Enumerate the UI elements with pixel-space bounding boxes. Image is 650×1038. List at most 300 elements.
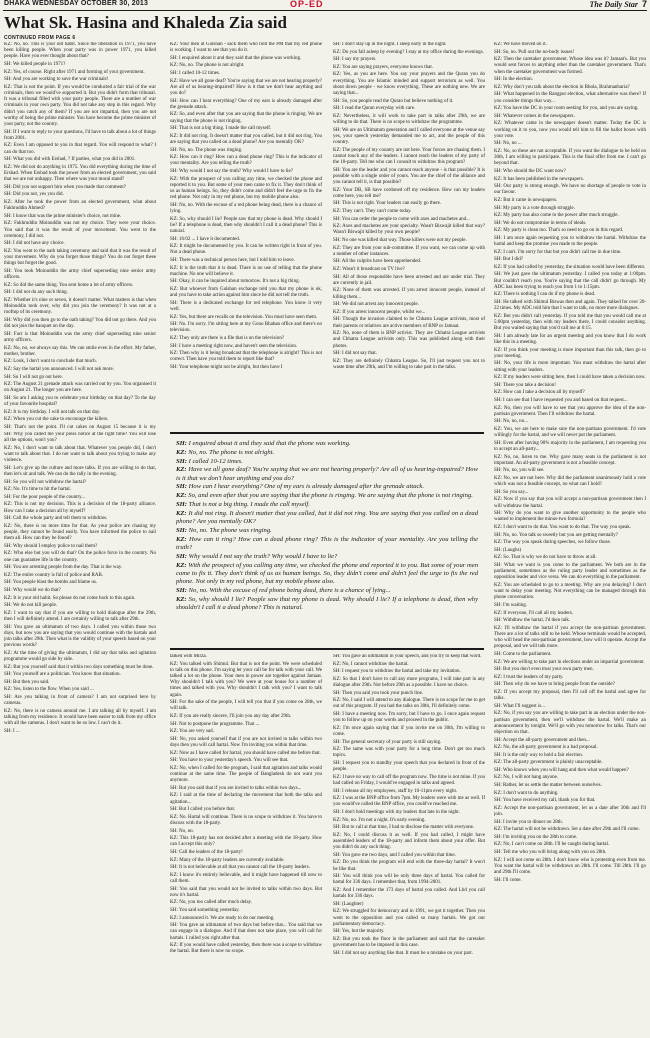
paragraph: SH: I invite you to dinner on 28th. xyxy=(494,819,563,825)
paragraph: KZ: But you took the floor in the parliament and said that the caretaker government has to be imposed in this case. xyxy=(333,936,485,949)
quote-text: With the prospect of you calling any time, we checked the phone and reported it to you. But some of your men came to fix it. They don't think of us as human beings. So, they didn't come and didn't feel the urge to fix the red phone. Not only in my red phone, but my mobile phone also. xyxy=(176,561,478,586)
paragraph: SH: Who knows when you will hang and then what would happen? xyxy=(494,767,629,773)
paragraph: SH: There you take a decision! xyxy=(494,382,556,388)
speaker-label: KZ: xyxy=(176,466,189,474)
paragraph: SH: Your telephone might not be alright, but then have I xyxy=(170,364,283,370)
paragraph: SH: Then why do we have to bring people from the outside? xyxy=(494,682,615,688)
paragraph: KZ: Your men at Gulshan - sack them who told the PM that my red phone is working. I want to see that you do it. xyxy=(170,42,322,54)
paragraph: KZ: Yes, listen to the flow. When you said ... xyxy=(4,687,94,693)
paragraph: SH: All of those responsible have been arrested and are under trial. They are currently in jail. xyxy=(333,274,485,286)
paragraph: SH: What happened in the Rangpur election, what alternative was there? If you consider things that way... xyxy=(494,92,646,104)
paragraph: KZ: But it came in newspapers. xyxy=(494,197,558,203)
paragraph: SH: I request you to withdraw the hartal and take my invitation. xyxy=(333,669,461,675)
paragraph: KZ: That is not the point. If you would be conducted a fair trial of the war criminals, then we would've supported it. But you didn't form that tribunal. It was a tribunal filled with your party people. There are a number of war criminals in your own party. You did not take any step in this regard. Why didn't you catch any of them? If you are not impartial, then you are not worthy of being the prime minister. You have become the prime minister of your party, not the country. xyxy=(4,84,156,127)
paragraph: KZ: You, we are here to make sure the non-partisan government. I'd vote willingly for the hartal, and we will never put the parliament. xyxy=(494,427,646,439)
speaker-label: SH: xyxy=(176,587,189,595)
paragraph: SH: What you did with Ershad, ? If parties, what you did in 2001. xyxy=(4,157,136,163)
paragraph: KZ: Yes, as you are here. You say your prayers and the Quran you do everything. You are Islamic minded and support terrorism as well. You shout down people - we know everything. These are nothing new. We are saying that... xyxy=(333,72,485,96)
paragraph: SH: I did not say that. xyxy=(333,351,377,357)
paragraph: SH: Come to the parliament. xyxy=(494,651,552,657)
paragraph: KZ: Yes, but there are recalls on the television. You must have seen them. xyxy=(170,314,318,320)
paragraph: SH: No, no ... xyxy=(494,141,522,147)
paragraph: KZ: The way you speak during speeches, we follow those. xyxy=(494,540,611,546)
speaker-label: SH: xyxy=(176,440,189,447)
paragraph: KZ: No, I could discuss it as well. If you had called, I might have assembled leaders of the 18-party and inform them about your offer. But you didn't do any such thing. xyxy=(333,832,485,851)
paragraph: SH: I'm waiting. xyxy=(494,602,527,608)
paragraph: KZ: When you cut the cake to encourage the killers. xyxy=(4,417,109,423)
paragraph: SH: I don't stay up in the night. I sleep early in the night. xyxy=(333,42,447,47)
paragraph: KZ: But you didn't call yesterday. If you told me that you would call me at 5:00pm yesterday, then with my leaders there, I could consider anything. But you waited saying that you'd call me at 6:15. xyxy=(494,313,646,332)
paragraph: SH: There is a dedicated exchange for red telephone. You know it very well. xyxy=(170,300,322,312)
paragraph: SH: But then you said. xyxy=(4,679,50,685)
paragraph: KZ: Fakhruddin Moinuddin was not my choice. They were your choice. You said that it was the result of your movement. You went to the ceremony, I did not. xyxy=(4,221,156,239)
pull-quote-line xyxy=(176,440,478,448)
paragraph: KZ: So, and even after that you are saying that the phone is ringing. We are saying that the phone is not ringing. xyxy=(170,112,322,124)
paragraph: SH: Who should the DC want now? xyxy=(494,168,566,174)
speaker-label: SH: xyxy=(176,457,189,465)
pull-quote-line xyxy=(176,553,478,561)
paragraph: KZ: No, no. I'm not a night. It's early evening. xyxy=(333,817,426,823)
quote-text: That is not a big thing. I made the call myself. xyxy=(188,501,310,509)
paragraph: KZ: Axes and machetes are your specialty. Wasn't Biswajit killed that way? Wasn't Biswajit killed by your own people? xyxy=(333,224,485,236)
paragraph: SH: I'm inviting you on the 28th to come. xyxy=(494,834,578,840)
paragraph: SH: Why would I not say the truth? Why would I have to lie? xyxy=(170,168,293,174)
paragraph: KZ: But whoever from Gulshan exchange told you that my phone is ok, and you have to take action against him since he did not tell the truth. xyxy=(170,286,322,299)
paragraph: SH: That is not a big thing. I made the call myself. xyxy=(170,126,272,132)
paragraph: SH: Did you not support him when you made that comment? xyxy=(4,184,126,190)
paragraph: SH: I read the Quran everyday with care. xyxy=(333,106,416,112)
paragraph: SH: Fact is that Moinuddin was the army chief superseding nine senior army officers. xyxy=(4,331,156,343)
paragraph: SH: Call the leaders of the 18-party! xyxy=(170,849,243,855)
paragraph: KZ: They are definitely Chhatra League. So, I'll just request you not to waste time after 29th, and I'm willing to take part in the talks. xyxy=(333,358,485,370)
paragraph: KZ: It might be documented by you. It can be written right in front of you. Not a dead phone. xyxy=(170,244,322,256)
speaker-label: SH: xyxy=(176,526,189,534)
paragraph: SH: I have a meeting right now, and haven't seen the television. xyxy=(170,343,298,349)
paragraph: KZ: Whether it's nine or seven, it doesn't matter. What matters is that when Moinuddin took over, why did you join the ceremony? It was not at a rooftop of its ceremony. xyxy=(4,297,156,316)
paragraph: SH: I did not do any such thing. xyxy=(4,290,68,296)
paragraph: SH: We did not arrest any innocent people. xyxy=(333,302,419,308)
paragraph: KZ: Nevertheless, it will work to take part in talks after 29th, we are willing to do that. There is no scope to withdraw the programme. xyxy=(333,113,485,125)
paragraph: SH: So am I asking you to celebrate your birthday on that day? To the day of your favourite hospital? xyxy=(4,395,156,408)
paragraph: SH: My party is a vote through struggle. xyxy=(494,205,575,211)
paragraph: KZ: No. Hartal will continue. There is no scope to withdraw it. You have to discuss with the 18-party. xyxy=(170,814,322,826)
paragraph: SH: I can see that I have requested you and based on that request... xyxy=(494,398,628,404)
paragraph: KZ: No, so these are not acceptable. If you want the dialogue to be held on 30th, I am willing to participate. This is the final offer from me. I can't go beyond that. xyxy=(494,148,646,167)
headline: What Sk. Hasina and Khaleda Zia said xyxy=(4,13,287,32)
paragraph: KZ: The hartal will not be withdrawn. Set a date after 29th and I'll come. xyxy=(494,827,640,833)
speaker-label: KZ: xyxy=(176,492,189,500)
paragraph: KZ: No, no, listen to me. Why gave many seats in the parliament is not important. An all-party government is not a feasible concept. xyxy=(494,454,646,466)
paragraph: KZ: Now as I have called for hartal, you should have called me before that. xyxy=(170,750,321,756)
paragraph: SH: But you said that if you are invited to talks within two days... xyxy=(170,785,302,791)
quote-text: So, and even after that you are saying that the phone is ringing. We are saying that the phone is not ringing. xyxy=(188,492,473,500)
paragraph: KZ: If you arrest innocent people, whilst we... xyxy=(333,309,426,315)
paragraph: KZ: You talked with Shimul. But that is not the point. We were scheduled to talk on this phone. I'm saying let your call be for talk with your call. We talked a lot on the phone. Your men in power are together against Jamaat. Why shouldn't I talk with you? We were at your house for a number of times and talked with you. Why shouldn't I talk with you? I want to talk again. xyxy=(170,661,322,698)
paragraph: KZ: Even I am opposed to you in that regard. You will respond to what? I can do that too. xyxy=(4,143,156,155)
quote-text: How can it ring? How can a dead phone ring? This is the indicator of your mentality. Are you telling the truth? xyxy=(176,535,479,552)
paragraph: SH: I have a meeting now. I'm sorry, but I have to go. I once again request you to follow up on your words and proceed in the public. xyxy=(333,711,485,724)
paragraph: SH: The general secretary of your party is still saying. xyxy=(333,739,442,745)
article-column-1 xyxy=(4,42,156,430)
paragraph: KZ: Whatever came in the newspaper doesn't matter. Today the DC is working on it to you, now you would tell him to fill the ballot boxes with your vote. xyxy=(494,121,646,139)
paragraph: KZ: How can it ring? How can a dead phone ring? This is the indicator of your mentality. Are you telling the truth? xyxy=(170,155,322,167)
paragraph: KZ: I trust the leaders of my party. xyxy=(494,674,564,680)
paragraph: KZ: My party is clean too. That's so need to go on in this regard. xyxy=(494,228,624,234)
paragraph: SH: We are an Ultimatum generation and I called everyone at the venue say yes, your speech yesterday demanded me to act, and the people of this country. xyxy=(333,127,485,145)
paragraph: SH: Though the invasion claimed to be Chhatra League activists, most of their parents or relatives are active members of BNP or Jamaat. xyxy=(333,317,485,329)
dateline: DHAKA WEDNESDAY OCTOBER 30, 2013 xyxy=(4,0,149,7)
paragraph: KZ: It is the truth that it is dead. There is no use of telling that the phone machine. No one will believe it. xyxy=(170,265,322,277)
paragraph: SH: For the poor people of the country... xyxy=(4,494,86,500)
paragraph: SH: You can order the people to come with axes and machetes and... xyxy=(333,216,470,222)
paragraph: SH: You gave an ultimatum of two days. I called you within those two days, but now you are saying that you would continue with the hartals and join talks after 29th. Then what is the validity of your speech based on your previous words? xyxy=(4,624,156,649)
paragraph: KZ: I'm once again saying that if you invite me on 30th, I'm willing to come. xyxy=(333,725,485,737)
paragraph: SH: Tell me who you will bring along with you on 28th. xyxy=(494,850,607,856)
pull-quote-line xyxy=(176,510,478,527)
paragraph: KZ: You went to the oath taking ceremony and said that it was the result of your movement. Why do you forget those things? You do not forget these things but forget the good. xyxy=(4,248,156,267)
paragraph: KZ: After he took the power from an elected government, what about Fakhruddin Ahmed? xyxy=(4,199,156,212)
paragraph: KZ: You are scheduled to go to a meeting. Why are you delaying? I don't want to delay your meeting. Not everything can be managed through this phone conversation. xyxy=(494,582,646,601)
pull-quote-line xyxy=(176,587,478,595)
paragraph: KZ: No, no. This is your old habit. Since the liberation in 1971, you have been killing people. When your party was in power 1971, you killed people. Have you ever thought about that? xyxy=(4,42,156,60)
paragraph: SH: You have to your yesterday's speech. You will see that. xyxy=(170,758,289,764)
paragraph: SH: No. I'm sorry. I'm sitting here at my Gono Bhaban office and there's no television. xyxy=(170,322,322,334)
newspaper-logo: The Daily Star xyxy=(589,0,638,9)
article-column-1-continued xyxy=(4,432,156,1032)
paragraph: SH: It is not believable at all that you cannot call the 18-party leaders. xyxy=(170,865,310,871)
paragraph: SH: Call the whole party and tell them to withdraw. xyxy=(4,516,108,522)
paragraph: SH: That's not the point. I'll cut cakes on August 15 because it is my xyxy=(4,424,156,430)
paragraph: KZ: If you had called by yesterday, the situation would have been different. xyxy=(494,264,646,270)
paragraph: SH: But I called you before that. xyxy=(170,807,236,813)
speaker-label: SH: xyxy=(176,483,189,491)
paragraph: KZ: I announced it. We are ready to do our meeting. xyxy=(170,915,275,921)
paragraph: SH: You are arresting people from the day. That is the way. xyxy=(4,565,123,571)
paragraph: KZ: They can't. They can't come today. xyxy=(333,208,412,214)
article-column-2-bottom xyxy=(170,654,322,1032)
paragraph: SH: Okay, it can be inquired about tomorrow. It's not a big thing. xyxy=(170,279,300,285)
paragraph: KZ: It has been published in the newspapers. xyxy=(494,176,584,182)
paragraph: SH: You gave an ultimatum in your speech, and you try to keep that word. xyxy=(333,654,482,659)
paragraph: SH: I did not say anything like that. It must be a mistake on your part. xyxy=(333,950,473,956)
paragraph: SH: So you say... xyxy=(494,489,529,495)
paragraph: SH: No, no, no... xyxy=(494,419,528,425)
paragraph: SH: Why did you then go to the oath taking? You did not go there. And you did not join the banquet on the day. xyxy=(4,317,156,330)
paragraph: KZ: I can't. I'm sorry for that but you didn't call me in due time. xyxy=(494,249,622,255)
pull-quote-line xyxy=(176,492,478,500)
paragraph: KZ: You have the DC in your room seeking for you, and you are saying. xyxy=(494,106,639,112)
paragraph: SH: Why should I employ police to nail them? xyxy=(4,543,98,549)
paragraph: SH: We killed people in 1971? xyxy=(4,62,66,67)
paragraph: SH: No, no. With the excuse of a red phone being dead, there is a chance of lying. xyxy=(170,202,322,214)
pull-quote-line xyxy=(176,562,478,587)
paragraph: SH: Then you said you took your punch line. xyxy=(333,690,424,696)
paragraph: SH: I say my prayers. xyxy=(333,57,377,63)
paragraph: KZ: You are very sad. xyxy=(170,729,214,735)
article-column-2 xyxy=(170,42,322,430)
paragraph: KZ: I don't want to do that. You want to do that. The way you speak. xyxy=(494,525,632,530)
paragraph: KZ: So did the same thing. You sent home a lot of army officers. xyxy=(4,282,134,288)
pull-quote-line xyxy=(176,501,478,509)
paragraph: KZ: They only are there is a file that is on the television? xyxy=(170,335,285,341)
paragraph: SH: So, you people read the Quran but believe nothing of it. xyxy=(333,98,454,104)
paragraph: SH: (Laughter) xyxy=(333,901,364,907)
paragraph: KZ: No, I cannot withdraw the hartal. xyxy=(333,661,409,667)
paragraph: KZ: Have we all gone deaf? You're saying that we are not hearing properly? Are all of us hearing-impaired? How is it that we don't hear anything and you do? xyxy=(170,78,322,96)
paragraph: SH: You will think you will be only three days of hartal. You called for hartal for 336 days. I remember that, from 1994-2001. xyxy=(333,874,485,886)
paragraph: KZ: No, I said I will attend to any dialogue. There is no scope for me to get out of this program. If you had the talks on 30th, I'll definitely come. xyxy=(333,698,485,710)
paragraph: KZ: No, I don't want to talk about that. Whatever you people did, I don't want to talk about that. I do not want to talk about you trying to make any violence. xyxy=(4,445,156,464)
paragraph: KZ: Now if you say that you will accept a non-partisan government then I will withdraw the hartal. xyxy=(494,497,646,509)
paragraph: SH: You yourself are a politician. You know that situation. xyxy=(4,672,121,678)
quote-text: Have we all gone deaf? You're saying that we are not hearing properly? Are all of us hearing-impaired? How is it that we don't hear anything and you do? xyxy=(176,466,478,482)
article-column-3 xyxy=(333,42,485,430)
paragraph: SH: Not to postpone the programme. That ... xyxy=(170,721,260,727)
paragraph: SH: We just gave the ultimatum yesterday. I called you today at 1:00pm. But couldn't reach you. You're saying that the call didn't go through. My ADC has been trying to reach you from 1 to 1:15pm. xyxy=(494,272,646,290)
paragraph: SH: Are you talking in front of camera? I am not surprised here by cameras. xyxy=(4,694,156,707)
paragraph: SH: Did you not, yes you did. xyxy=(4,192,64,198)
paragraph: KZ: No, there is no camera around me. I am talking all by myself. I am talking from my residence. It would have been easier to talk from my office with all the cameras. I don't want to be so low. I can't do it. xyxy=(4,708,156,727)
paragraph: KZ: No, I will not hang anyone. xyxy=(494,775,559,781)
paragraph: SH: There was a technical person here, but I told him to leave. xyxy=(170,257,295,263)
paragraph: KZ: We are willing to take part in elections under an impartial government. xyxy=(494,659,645,665)
paragraph: KZ: I know it's entirely believable, and it might have happened till now to call them. xyxy=(170,872,322,884)
paragraph: KZ: No, you too called after much delay. xyxy=(170,900,253,906)
speaker-label: SH: xyxy=(176,501,189,509)
paragraph: KZ: No, none of them is BNP activist. They are Chhatra League activists and Chhatra League activists only. This was published along with their photos. xyxy=(333,331,485,349)
paragraph: SH: Let's give up the culture and more talks. If you are willing to do that, then let's sit and talk. We can do the rally in the evening. xyxy=(4,465,156,477)
speaker-label: SH: xyxy=(176,552,189,560)
paragraph: SH: 16:02 ... I have it documented. xyxy=(170,236,240,242)
paragraph: SH: You gave an ultimatum of two days but before that... You said that we can engage in a dialogue. And if that does not take place, you will call for hartals. I called you right after that. xyxy=(170,923,322,941)
paragraph: KZ: Then why is it being broadcast that the telephone is alright? This is not correct. Then have you told them to report like that? xyxy=(170,351,322,363)
paragraph: KZ: The all-party government is plainly unacceptable. xyxy=(494,760,603,766)
paragraph: KZ: And I remember the 173 days of hartal you called. And Lhd you call hartals for 336 days. xyxy=(333,887,485,900)
paragraph: KZ: So that I don't have to call any more programs, I will take part in any dialogue after 29th. Not before 29th as a possible. I have no choice. xyxy=(333,676,485,688)
paragraph: KZ: I'll withdraw the hartal if you accept the non-partisan government. There are a lot of talks still to be held. Whose terminals would be accepted, who will head the non-partisan government, how will it operate. Accept the proposal, and we will talk more. xyxy=(494,625,646,650)
paragraph: SH: You are the leader and you cannot reach anyone - is that possible? It is possible with a single order of yours. You are the chief of the alliance and you cannot tell it, is that possible? xyxy=(333,167,485,185)
paragraph: SH: So I will not go out here. xyxy=(4,374,63,380)
paragraph: SH: Why do you want to give another opportunity to the people who wanted to implement the minus-two formula? xyxy=(494,511,646,523)
paragraph: KZ: No, there is no more time for that. As your police are chasing my people, they cannot be found easily. You have informed the police to nail them all. How can they be found? xyxy=(4,523,156,542)
pull-quote-line xyxy=(176,458,478,466)
paragraph: KZ: No. It's time to hit the hartal. xyxy=(4,487,71,493)
paragraph: KZ: Why don't you talk about the election in Bhola, Brahmanbaria? xyxy=(494,84,630,90)
paragraph: SH: Withdraw the hartal, I'd then talk. xyxy=(494,618,571,624)
paragraph: KZ: I want to say that if you are willing to hold dialogue after the 29th, then I will definitely attend. I am certainly willing to talk after 29th. xyxy=(4,610,156,622)
paragraph: KZ: Then the caretaker government. Whose idea was it? Jamaat's. But you would sent forces to anything other than the caretaker government. That's when the caretaker government was formed. xyxy=(494,57,646,75)
paragraph: SH: No, you asked yourself that if you are not invited to talks within two days then you will call hartal. Now I'm inviting you within that time. xyxy=(170,736,322,748)
paragraph: KZ: It is my birthday. I will not talk on that day. xyxy=(4,409,101,415)
paragraph: KZ: Many of the 18-party leaders are currently available. xyxy=(170,857,285,863)
paragraph: KZ: So. That is why we do not have to throw at all. xyxy=(494,555,597,561)
paragraph: KZ: Accept the non-partisan government, let us a date after 30th and I'll join. xyxy=(494,805,646,818)
quote-text: No, no. The phone is not alright. xyxy=(188,448,275,456)
paragraph: SH: Why would we do that? xyxy=(4,587,61,593)
paragraph: KZ: The same was with your party for a long time. Don't get too much topics. xyxy=(333,747,485,759)
pull-quote-line xyxy=(176,449,478,457)
article-column-4 xyxy=(494,42,646,1032)
paragraph: SH: Our party is strong enough. We have no shortage of people to vote in our favour. xyxy=(494,184,646,196)
paragraph: KZ: None of them was arrested. If you arrest innocent people, instead of killing them... xyxy=(333,288,485,300)
quote-text: How can I hear everything? One of my ears is already damaged after the grenade attack. xyxy=(188,483,425,491)
paragraph: KZ: At the time of giving the ultimatum, I did say that talks and agitation programme would go side by side. xyxy=(4,650,156,662)
quote-text: It did not ring. It doesn't matter that you called, but it did not ring. You are saying that you called on a dead phone? Are you mentally OK? xyxy=(176,509,478,526)
paragraph: SH: I called 10-12 times. xyxy=(170,70,221,76)
paragraph: KZ: Who else but you will do that? On the police force in the country. No one can guarantee life in the country. xyxy=(4,551,156,563)
paragraph: SH: I know that was the prime minister's choice, not mine. xyxy=(4,213,122,219)
paragraph: SH: Rather, let us settle the matter between ourselves. xyxy=(494,783,602,789)
paragraph: SH: Accept the all-party government and then... xyxy=(494,737,590,743)
paragraph: SH: You gave me two days, and I called you within that time. xyxy=(333,852,456,858)
quote-text: So, why should I lie? People saw that my phone is dead. Why should I lie? If a telephone is dead, then why shouldn't I call it a dead phone? This is natural. xyxy=(176,595,478,612)
paragraph: SH: I enquired about it and they said that the phone was working. xyxy=(170,55,302,61)
paragraph: SH: I don't hold meetings with my leaders that late in the night. xyxy=(333,809,460,815)
speaker-label: KZ: xyxy=(176,448,189,456)
paragraph: KZ: It did not ring. It doesn't matter that you called, but it did not ring. You are saying that you called on a dead phone? Are you mentally OK? xyxy=(170,133,322,145)
paragraph: SH: We do not compromise in terms of ideals. xyxy=(494,220,587,226)
paragraph: KZ: No, we are not here. Why did the parliament unanimously hold a vote which was not a feasible concept, no what can I hold? xyxy=(494,476,646,488)
speaker-label: KZ: xyxy=(176,509,189,517)
masthead xyxy=(0,0,650,10)
quote-text: I enquired about it and they said that the phone was working. xyxy=(188,440,351,447)
paragraph: KZ: No, the all-party government is a bad proposal. xyxy=(494,745,598,751)
quote-text: Why would I not say the truth? Why would I have to lie? xyxy=(188,552,338,560)
paragraph: SH: So you will not withdraw the hartal? xyxy=(4,479,87,485)
speaker-label: KZ: xyxy=(176,595,189,603)
paragraph: KZ: No, no, we always say this. We can smile even in the effort. My father, mother, brother. xyxy=(4,345,156,357)
quote-text: No, no. With the excuse of red phone being dead, there is a chance of lying... xyxy=(188,587,391,595)
paragraph: SH: I request you to standby your speech that you declared in front of the people. xyxy=(333,760,485,773)
paragraph: SH: (Laughs) xyxy=(494,547,522,553)
speaker-label: KZ: xyxy=(176,561,189,569)
paragraph: SH: You people blast the bombs and blame us. xyxy=(4,580,98,586)
pull-quote-line xyxy=(176,536,478,553)
paragraph: KZ: If everyone, I'll call all my leaders. xyxy=(494,610,574,616)
paragraph: KZ: We did not do anything in 1975. You did everything during the time of Ershad. When Ershad took the power from an elected government, you said that we are not unhappy. Then where was your moral stand? xyxy=(4,164,156,183)
paragraph: KZ: We struggled for democracy and in 1991, we got it together. Then you went to the opposition and you called so many hartals. We got our parliamentary democracy. xyxy=(333,909,485,927)
paragraph: SH: No, no. The phone was ringing. xyxy=(170,147,243,153)
paragraph: SH: I'll come. xyxy=(494,877,522,883)
paragraph: KZ: The entire country is full of police and RAB. xyxy=(4,572,104,578)
paragraph: KZ: We have moved on it. xyxy=(494,42,547,47)
paragraph: SH: I am once again requesting you to withdraw the hartal. Withdraw the hartal and keep the promise you made to the people. xyxy=(494,235,646,248)
paragraph: SH: If I want to reply to your questions, I'd have to talk about a lot of things from 2001. xyxy=(4,129,156,141)
paragraph: SH: You said that you would not be invited to talks within two days. But now it's hartal. xyxy=(170,886,322,898)
paragraph: SH: What we want is you come to the parliament. We both are in the parliament, sometimes as the ruling party leader and sometimes as the opposition leader and vice versa. We can do everything in the parliament. xyxy=(494,562,646,581)
paragraph: SH: No one was killed that way. Those killers were not my people. xyxy=(333,237,467,243)
paragraph: KZ: You are saying prayers, everyone knows that. xyxy=(333,64,433,70)
paragraph: SH: I did not have any choice. xyxy=(4,241,65,247)
paragraph: KZ: Do you think the program will end with the three-day hartal? It won't be like that. xyxy=(333,860,485,872)
paragraph: KZ: They are from your sub-committee. If you want, we can come up with a number of other instances. xyxy=(333,245,485,257)
paragraph: KZ: I will not come on 28th. I don't know who is protesting even from me. You want the hartal will be withdrawn on 28th. I'll come. Till 28th. I'll go and 29th I'll come. xyxy=(494,857,646,876)
paragraph: KZ: Yes, of course. Right after 1971 and forming of your government. xyxy=(4,69,145,75)
paragraph: SH: In the election. xyxy=(494,77,533,83)
paragraph: SH: For the sake of the people, I will tell you that if you come on 28th, we will talk. xyxy=(170,700,322,712)
pull-quote-line xyxy=(176,466,478,483)
paragraph: SH: This is not right. Your leaders can easily go there. xyxy=(333,201,442,207)
paragraph: SH: No, no. xyxy=(170,828,194,834)
quote-text: No, no. The phone was ringing. xyxy=(188,526,272,534)
paragraph: KZ: I said at the time of declaring the movement that both the talks and agitation... xyxy=(170,793,322,805)
continued-label: CONTINUED FROM PAGE 6 xyxy=(4,35,76,41)
paragraph: KZ: If you think your meeting is more important than this talk, then go to your meeting. xyxy=(494,347,646,359)
paragraph: SH: No, no, you will see. xyxy=(494,468,545,474)
paragraph: KZ: No, then you will have to see that you approve the idea of the non-partisan government. Then I'll withdraw the hartal. xyxy=(494,405,646,417)
paragraph: KZ: If you are really sincere, I'll join you any day after 29th. xyxy=(170,714,292,719)
paragraph: talked with Mirza. xyxy=(170,654,207,659)
section-label: OP-ED xyxy=(290,0,324,9)
article-column-3-bottom xyxy=(333,654,485,1032)
paragraph: SH: It is the only way to hold a fair election. xyxy=(494,752,584,758)
paragraph: KZ: But you yourself said that it within two days something must be done. xyxy=(4,664,154,670)
paragraph: KZ: It is your old habit. So please do not come back to this again. xyxy=(4,595,136,601)
paragraph: KZ: So, why should I lie? People saw that my phone is dead. Why should I lie? If a telephone is dead, then why shouldn't I call it a dead phone? This is natural. xyxy=(170,216,322,234)
paragraph: KZ: How can I take a decision all by myself? xyxy=(494,390,585,396)
paragraph: SH: And you are working to save the war criminals! xyxy=(4,77,109,83)
paragraph: KZ: If you would have called yesterday, then there was a scope to withdraw the hartal. But there is now no scope. xyxy=(170,943,322,955)
paragraph: KZ: The August 21 grenade attack was carried out by you. You organised it on August 21. The longer you are here. xyxy=(4,382,156,394)
paragraph: SH: You have received my call, thank you for that. xyxy=(494,798,596,804)
paragraph: KZ: If my leaders were sitting here, then I could have taken a decision now. xyxy=(494,375,646,381)
pull-quote-line xyxy=(176,596,478,613)
paragraph: SH: I ... xyxy=(4,728,20,734)
paragraph: SH: I am already late for an urgent meeting and you know that I do work like this in a meeting. xyxy=(494,333,646,346)
pull-quote-box xyxy=(170,432,484,650)
quote-text: I called 10-12 times. xyxy=(188,457,243,465)
pull-quote-line xyxy=(176,483,478,491)
paragraph: KZ: Your DB, SB have cordoned off my residence. How can my leaders come here, you tell me? xyxy=(333,187,485,199)
paragraph: SH: All the culprits have been apprehended. xyxy=(333,259,422,265)
pull-quote-line xyxy=(176,527,478,535)
paragraph: SH: He talked with Shimul Biswas then and again. They talked for over 20-22 times. My ADC told him that I want to talk, no more more dialogues. xyxy=(494,300,646,312)
paragraph: SH: Why you called me your press notice at the right time? You will lose all the options, won't you? xyxy=(4,432,156,444)
paragraph: KZ: This is not my decision. This is a decision of the 18-party alliance. How can I take a decision all by myself? xyxy=(4,502,156,514)
paragraph: KZ: No, when I called for the program, I said that agitation and talks would continue at the same time. The people of Bangladesh do not want you anymore. xyxy=(170,765,322,784)
paragraph: SH: I release all my employees, staff by 10-11pm every night. xyxy=(333,788,458,794)
paragraph: SH: No, no. You talk so sweetly but you are getting mentally? xyxy=(494,532,618,538)
paragraph: KZ: I have no way to call off the program now. The time is not mine. If you had called on Friday, I would've engaged in talks and agreed. xyxy=(333,774,485,786)
paragraph: SH: Whatever comes in the newspapers. xyxy=(494,113,575,119)
paragraph: KZ: Look, I don't want to conclude that much. xyxy=(4,359,97,365)
paragraph: KZ: This 18-party has not decided after a meeting with the 18-party. How can I accept this only? xyxy=(170,836,322,848)
paragraph: SH: You said something yesterday. xyxy=(170,907,240,913)
paragraph: KZ: I was at the BNP office from 7pm. My leaders were with me as well. If you would've called the BNP office, you could've reached me. xyxy=(333,796,485,808)
paragraph: KZ: Wasn't it broadcast on TV live? xyxy=(333,266,405,272)
paragraph: KZ: I don't want to do anything. xyxy=(494,790,559,796)
paragraph: KZ: No, no. The phone is not alright. xyxy=(170,63,245,69)
page-number: 7 xyxy=(641,0,647,9)
paragraph: SH: But to call at that time, I had to disclose the matter with everyone. xyxy=(333,825,475,831)
paragraph: KZ: Do you fall asleep by evening? I stay at my office during the evenings. xyxy=(333,49,484,55)
paragraph: SH: We do not kill people. xyxy=(4,603,58,609)
paragraph: SH: You took Moinuddin the army chief superseding nine senior army officers. xyxy=(4,268,156,281)
paragraph: SH: Even after having 90% majority in the parliament, I am requesting you to accept an all-party... xyxy=(494,440,646,453)
paragraph: SH: But I did? xyxy=(494,257,524,263)
paragraph: KZ: My party has also come to the power after much struggle. xyxy=(494,213,619,219)
speaker-label: KZ: xyxy=(176,535,189,543)
paragraph: SH: So, no. Pull out the no-body issues! xyxy=(494,49,575,55)
paragraph: KZ: Say the hartal you announced. I will not ask more. xyxy=(4,366,114,372)
paragraph: KZ: No, I can't come on 28th. I'll be caught during hartal. xyxy=(494,842,610,848)
paragraph: KZ: The people of my country are not here. Your forces are chasing them. I cannot touch any of the leaders. I cannot reach the leaders of my party of the 18-party. Tell me who can I consult to withdraw this program? xyxy=(333,147,485,165)
paragraph: KZ: There is nothing I can do if my phone is dead. xyxy=(494,292,596,298)
paragraph: SH: How can I hear everything? One of my ears is already damaged after the grenade attack. xyxy=(170,98,322,110)
paragraph: SH: But you don't even trust your own party men. xyxy=(494,667,594,673)
paragraph: SH: Yes, but the majority. xyxy=(333,929,385,935)
paragraph: SH: What I'll suggest is... xyxy=(494,703,545,709)
